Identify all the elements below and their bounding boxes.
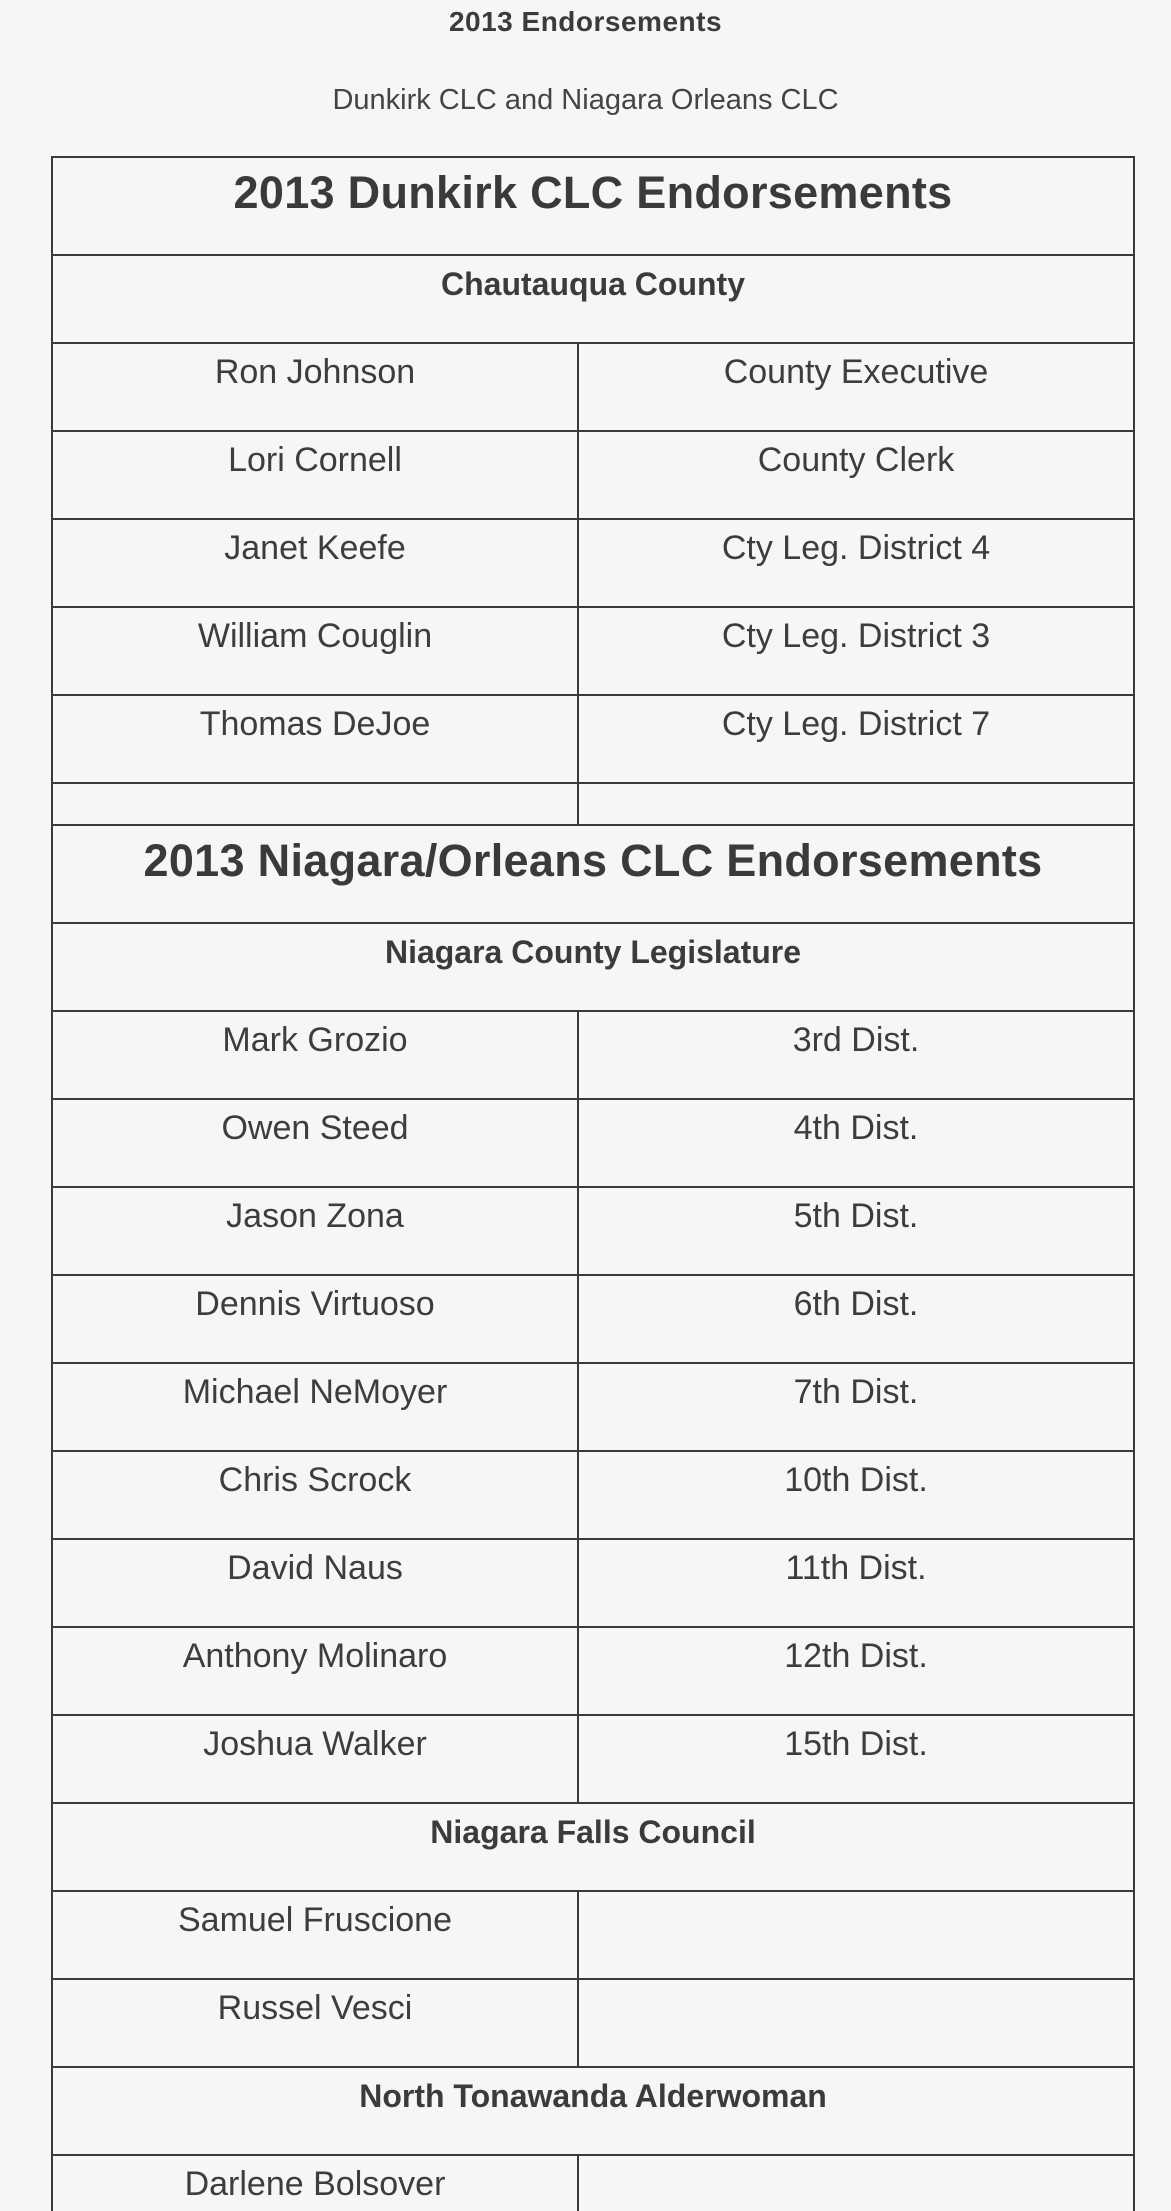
candidate-name: Russel Vesci bbox=[52, 1979, 578, 2067]
candidate-office: 12th Dist. bbox=[578, 1627, 1134, 1715]
empty-row bbox=[52, 783, 1134, 825]
endorsements-table bbox=[51, 156, 1135, 2211]
table-row bbox=[52, 1891, 1134, 1979]
candidate-office bbox=[578, 2155, 1134, 2211]
document-subtitle: Dunkirk CLC and Niagara Orleans CLC bbox=[332, 84, 839, 116]
table-row bbox=[52, 519, 1134, 607]
candidate-office: 7th Dist. bbox=[578, 1363, 1134, 1451]
candidate-office: 15th Dist. bbox=[578, 1715, 1134, 1803]
candidate-name: Janet Keefe bbox=[52, 519, 578, 607]
candidate-office: 3rd Dist. bbox=[578, 1011, 1134, 1099]
candidate-name: Chris Scrock bbox=[52, 1451, 578, 1539]
candidate-name: Darlene Bolsover bbox=[52, 2155, 578, 2211]
candidate-office: 4th Dist. bbox=[578, 1099, 1134, 1187]
candidate-name: Jason Zona bbox=[52, 1187, 578, 1275]
candidate-name: Ron Johnson bbox=[52, 343, 578, 431]
candidate-office: Cty Leg. District 7 bbox=[578, 695, 1134, 783]
table-row bbox=[52, 1715, 1134, 1803]
candidate-office: County Executive bbox=[578, 343, 1134, 431]
candidate-name: William Couglin bbox=[52, 607, 578, 695]
table-row bbox=[52, 431, 1134, 519]
empty-cell bbox=[52, 783, 578, 825]
candidate-office bbox=[578, 1979, 1134, 2067]
section-header-row bbox=[52, 825, 1134, 923]
group-header-row bbox=[52, 923, 1134, 1011]
niagara-section-heading: 2013 Niagara/Orleans CLC Endorsements bbox=[52, 825, 1134, 923]
candidate-name: Samuel Fruscione bbox=[52, 1891, 578, 1979]
group-header-row bbox=[52, 1803, 1134, 1891]
candidate-name: Owen Steed bbox=[52, 1099, 578, 1187]
document-title: 2013 Endorsements bbox=[448, 6, 723, 37]
table-row bbox=[52, 1979, 1134, 2067]
candidate-name: Anthony Molinaro bbox=[52, 1627, 578, 1715]
table-row bbox=[52, 695, 1134, 783]
candidate-name: David Naus bbox=[52, 1539, 578, 1627]
candidate-office: Cty Leg. District 3 bbox=[578, 607, 1134, 695]
legislature-group-title: Niagara County Legislature bbox=[52, 923, 1134, 1011]
table-row bbox=[52, 1451, 1134, 1539]
candidate-office: 5th Dist. bbox=[578, 1187, 1134, 1275]
falls-council-group-title: Niagara Falls Council bbox=[52, 1803, 1134, 1891]
table-row bbox=[52, 607, 1134, 695]
candidate-name: Michael NeMoyer bbox=[52, 1363, 578, 1451]
chautauqua-group-title: Chautauqua County bbox=[52, 255, 1134, 343]
table-row bbox=[52, 1363, 1134, 1451]
candidate-office: 6th Dist. bbox=[578, 1275, 1134, 1363]
table-row bbox=[52, 2155, 1134, 2211]
candidate-office bbox=[578, 1891, 1134, 1979]
dunkirk-section-heading: 2013 Dunkirk CLC Endorsements bbox=[52, 157, 1134, 255]
table-row bbox=[52, 1187, 1134, 1275]
table-row bbox=[52, 1627, 1134, 1715]
table-row bbox=[52, 1099, 1134, 1187]
tonawanda-group-title: North Tonawanda Alderwoman bbox=[52, 2067, 1134, 2155]
candidate-office: County Clerk bbox=[578, 431, 1134, 519]
table-row bbox=[52, 343, 1134, 431]
table-row bbox=[52, 1011, 1134, 1099]
table-row bbox=[52, 1539, 1134, 1627]
candidate-name: Lori Cornell bbox=[52, 431, 578, 519]
section-header-row bbox=[52, 157, 1134, 255]
candidate-office: Cty Leg. District 4 bbox=[578, 519, 1134, 607]
candidate-office: 10th Dist. bbox=[578, 1451, 1134, 1539]
empty-cell bbox=[578, 783, 1134, 825]
group-header-row bbox=[52, 2067, 1134, 2155]
candidate-name: Thomas DeJoe bbox=[52, 695, 578, 783]
candidate-name: Dennis Virtuoso bbox=[52, 1275, 578, 1363]
candidate-name: Joshua Walker bbox=[52, 1715, 578, 1803]
table-row bbox=[52, 1275, 1134, 1363]
candidate-name: Mark Grozio bbox=[52, 1011, 578, 1099]
candidate-office: 11th Dist. bbox=[578, 1539, 1134, 1627]
group-header-row bbox=[52, 255, 1134, 343]
